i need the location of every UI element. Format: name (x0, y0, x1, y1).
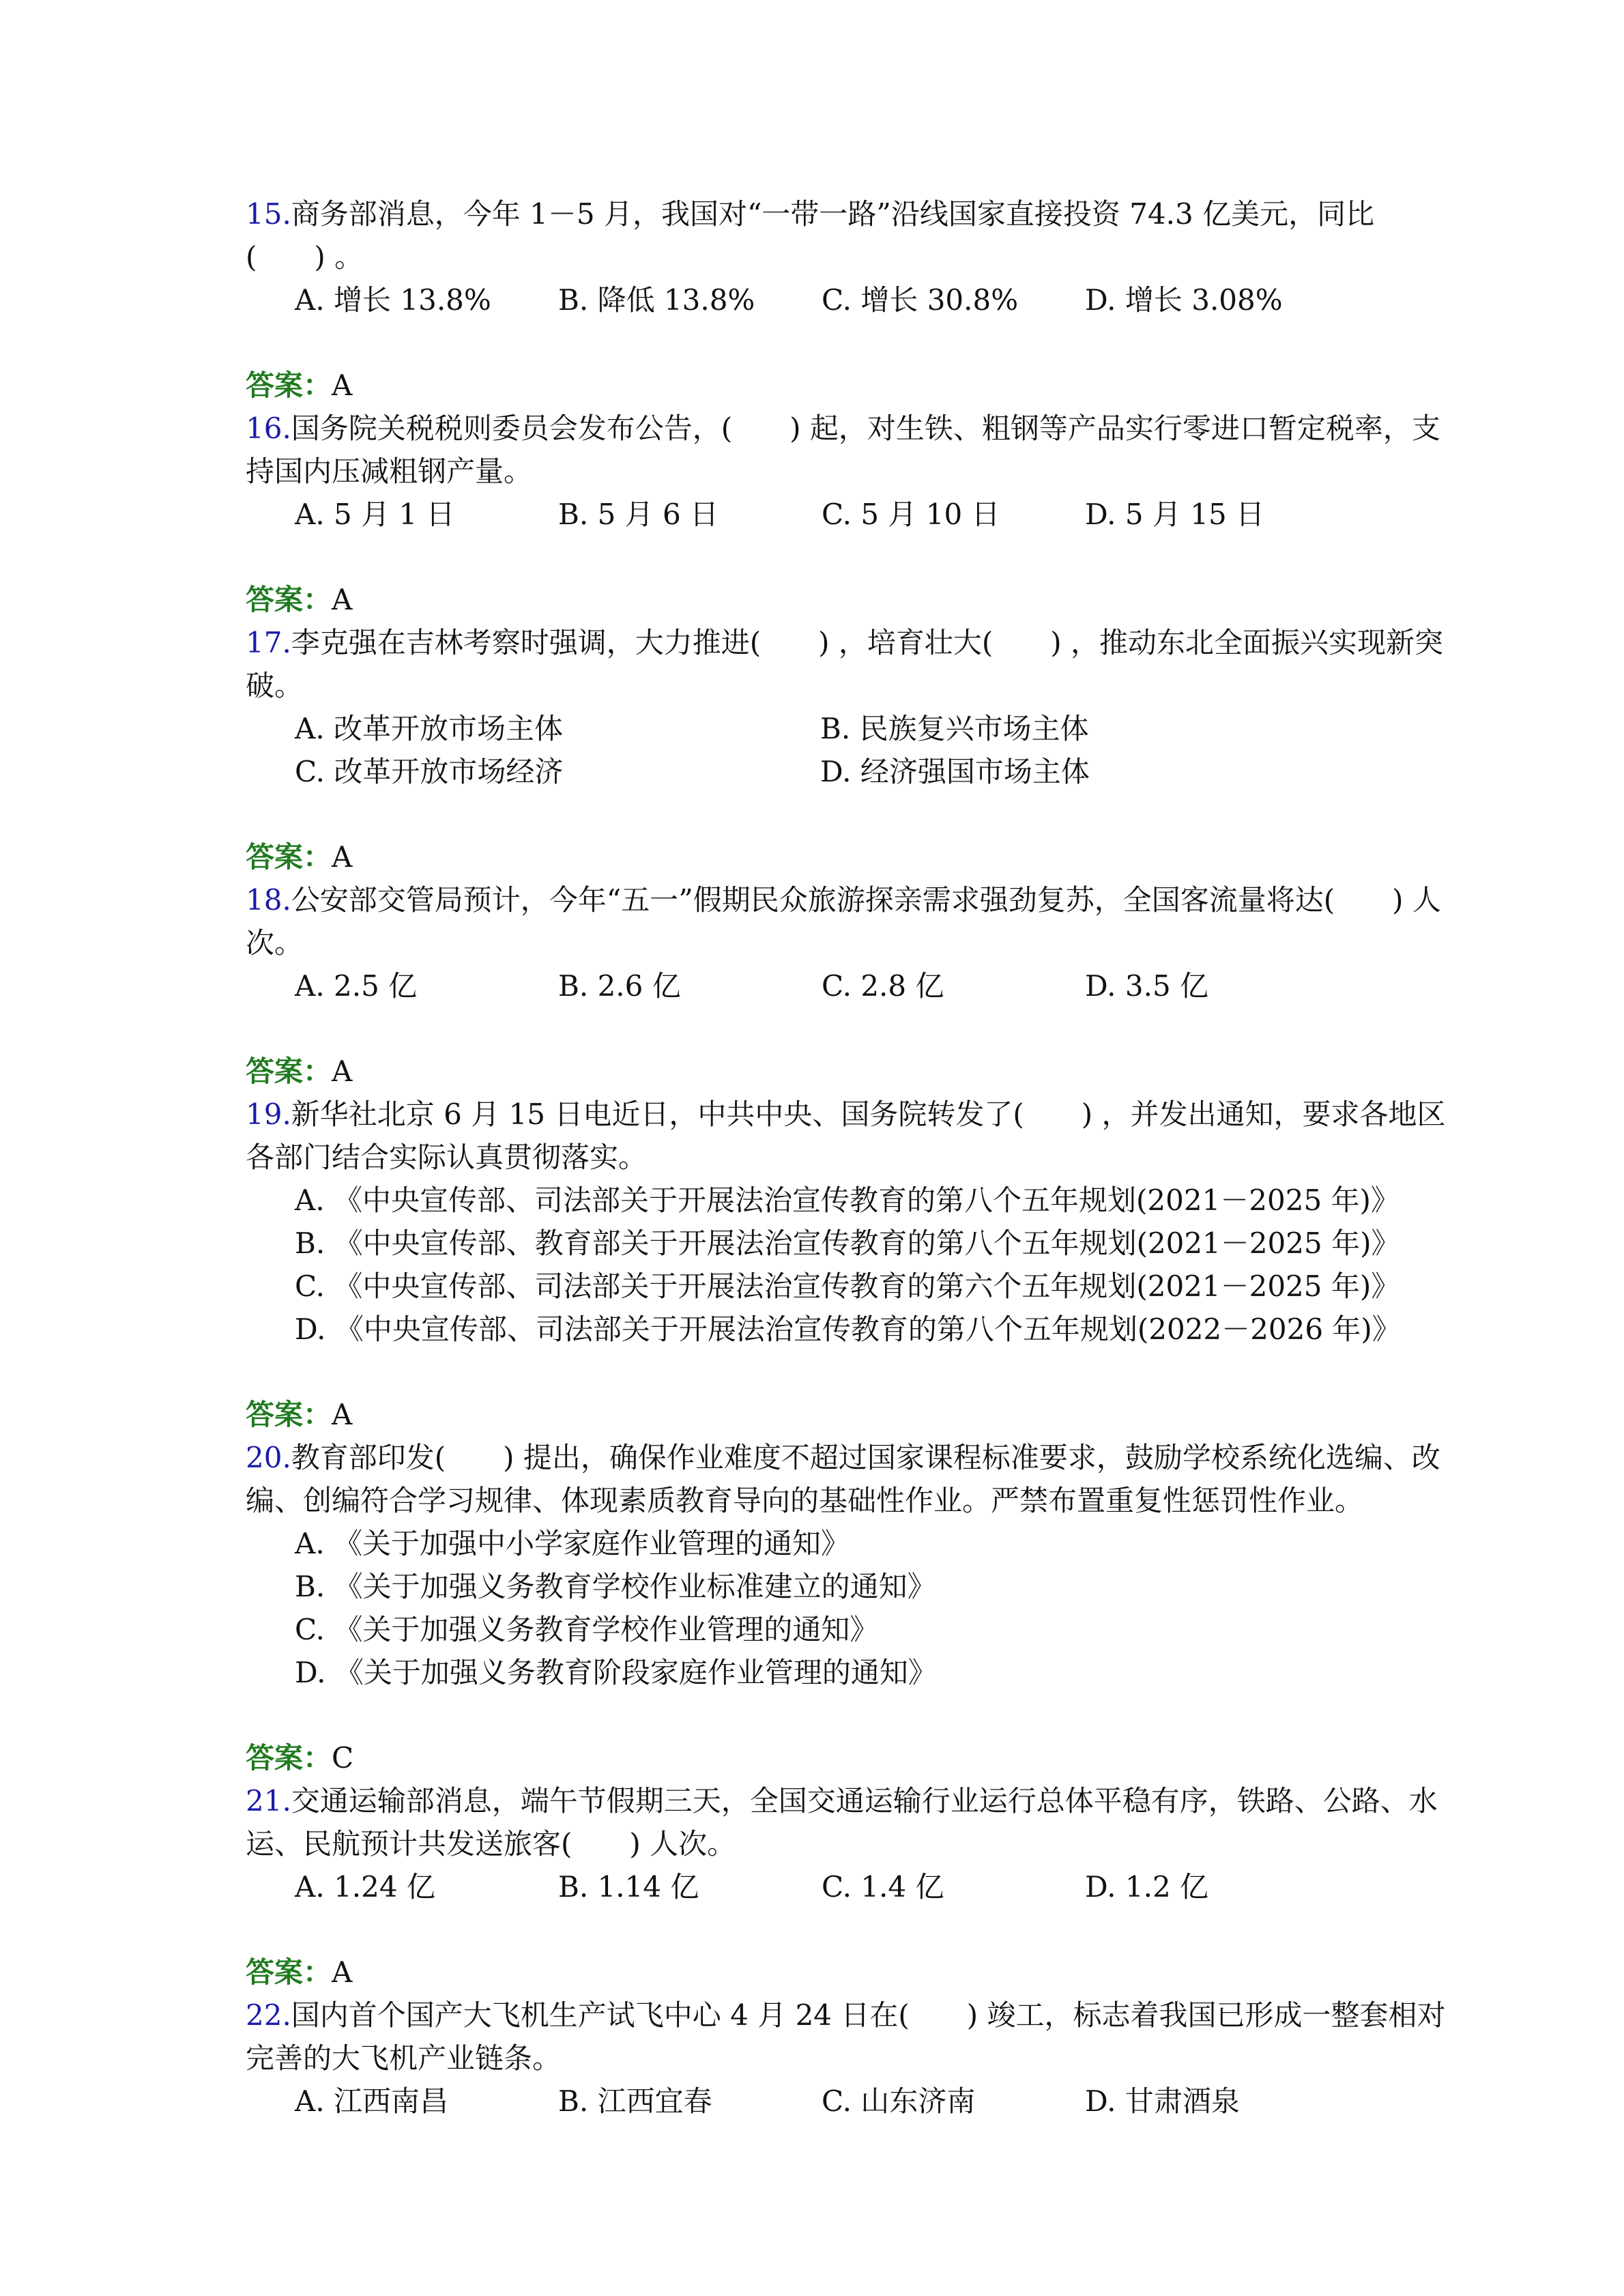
question-number: 16. (246, 412, 291, 445)
answer-value: A (332, 583, 353, 616)
question-text: 18.公安部交管局预计，今年“五一”假期民众旅游探亲需求强劲复苏，全国客流量将达( ) 人次。 (246, 883, 1441, 960)
answer-label: 答案： (246, 1741, 332, 1775)
question-19 (246, 1093, 1447, 1436)
option-d: D. 《关于加强义务教育阶段家庭作业管理的通知》 (295, 1656, 937, 1689)
option-d: D. 3.5 亿 (1085, 969, 1209, 1003)
answer-label: 答案： (246, 1054, 332, 1088)
option-a: A. 江西南昌 (295, 2084, 449, 2118)
question-18 (246, 878, 1447, 1093)
question-17 (246, 621, 1447, 878)
answer-line (246, 1736, 1447, 1779)
question-number: 21. (246, 1784, 291, 1818)
answer-label: 答案： (246, 583, 332, 616)
question-text: 19.新华社北京 6 月 15 日电近日，中共中央、国务院转发了( ) ，并发出通知，要求各地区各部门结合实际认真贯彻落实。 (246, 1097, 1446, 1174)
answer-line (246, 1951, 1447, 1994)
question-16 (246, 407, 1447, 621)
options (295, 1865, 1447, 1908)
question-list (246, 192, 1447, 2123)
option-a: A. 1.24 亿 (295, 1870, 435, 1904)
question-text: 21.交通运输部消息，端午节假期三天，全国交通运输行业运行总体平稳有序，铁路、公路、水运、民航预计共发送旅客( ) 人次。 (246, 1784, 1438, 1861)
answer-label: 答案： (246, 1955, 332, 1989)
option-a: A. 《关于加强中小学家庭作业管理的通知》 (295, 1527, 850, 1560)
question-text: 22.国内首个国产大飞机生产试飞中心 4 月 24 日在( ) 竣工，标志着我国已形成一整套相对完善的大飞机产业链条。 (246, 1998, 1446, 2075)
option-c: C. 山东济南 (822, 2084, 976, 2118)
option-c: C. 改革开放市场经济 (295, 755, 564, 788)
answer-value: A (332, 1054, 353, 1088)
answer-line (246, 1050, 1447, 1093)
answer-value: A (332, 1398, 353, 1431)
option-b: B. 《关于加强义务教育学校作业标准建立的通知》 (295, 1570, 936, 1603)
answer-value: A (332, 369, 353, 402)
question-number: 18. (246, 883, 291, 917)
option-a: A. 增长 13.8% (295, 283, 491, 317)
option-b: B. 《中央宣传部、教育部关于开展法治宣传教育的第八个五年规划(2021－2025 年)》 (295, 1226, 1400, 1260)
option-d: D. 甘肃酒泉 (1085, 2084, 1240, 2118)
option-b: B. 1.14 亿 (558, 1870, 699, 1904)
option-b: B. 2.6 亿 (558, 969, 681, 1003)
options (295, 493, 1447, 536)
option-b: B. 5 月 6 日 (558, 498, 719, 531)
option-b: B. 民族复兴市场主体 (820, 712, 1089, 745)
option-d: D. 5 月 15 日 (1085, 498, 1265, 531)
option-d: D. 《中央宣传部、司法部关于开展法治宣传教育的第八个五年规划(2022－2026 年)》 (295, 1312, 1401, 1346)
options (295, 707, 1447, 793)
answer-value: A (332, 840, 353, 874)
question-22 (246, 1994, 1447, 2123)
option-d: D. 增长 3.08% (1085, 283, 1283, 317)
question-21 (246, 1779, 1447, 1994)
question-text: 16.国务院关税税则委员会发布公告，( ) 起，对生铁、粗钢等产品实行零进口暂定税率，支持国内压减粗钢产量。 (246, 412, 1440, 488)
options (295, 1522, 1447, 1694)
option-b: B. 江西宜春 (558, 2084, 712, 2118)
answer-value: C (332, 1741, 354, 1775)
option-c: C. 《关于加强义务教育学校作业管理的通知》 (295, 1613, 879, 1646)
question-number: 19. (246, 1097, 291, 1131)
answer-label: 答案： (246, 840, 332, 874)
question-number: 20. (246, 1441, 291, 1474)
option-a: A. 2.5 亿 (295, 969, 418, 1003)
question-text: 17.李克强在吉林考察时强调，大力推进( ) ，培育壮大( ) ，推动东北全面振兴实现新突破。 (246, 626, 1444, 702)
options (295, 278, 1447, 321)
option-b: B. 降低 13.8% (558, 283, 755, 317)
question-number: 17. (246, 626, 291, 659)
answer-line (246, 364, 1447, 407)
answer-line (246, 835, 1447, 878)
options (295, 964, 1447, 1007)
option-c: C. 1.4 亿 (822, 1870, 944, 1904)
option-c: C. 5 月 10 日 (822, 498, 1000, 531)
options (295, 2080, 1447, 2123)
answer-line (246, 578, 1447, 621)
option-c: C. 2.8 亿 (822, 969, 944, 1003)
answer-label: 答案： (246, 369, 332, 402)
option-c: C. 增长 30.8% (822, 283, 1019, 317)
option-d: D. 经济强国市场主体 (820, 755, 1090, 788)
answer-line (246, 1393, 1447, 1436)
question-20 (246, 1436, 1447, 1779)
question-text: 20.教育部印发( ) 提出，确保作业难度不超过国家课程标准要求，鼓励学校系统化选编、改编、创编符合学习规律、体现素质教育导向的基础性作业。严禁布置重复性惩罚性作业。 (246, 1441, 1440, 1517)
question-15 (246, 192, 1447, 407)
option-d: D. 1.2 亿 (1085, 1870, 1209, 1904)
option-a: A. 改革开放市场主体 (295, 712, 564, 745)
answer-label: 答案： (246, 1398, 332, 1431)
question-text: 15.商务部消息，今年 1－5 月，我国对“一带一路”沿线国家直接投资 74.3 亿美元，同比( ) 。 (246, 197, 1375, 274)
question-number: 22. (246, 1998, 291, 2032)
options (295, 1179, 1447, 1351)
option-a: A. 5 月 1 日 (295, 498, 455, 531)
option-c: C. 《中央宣传部、司法部关于开展法治宣传教育的第六个五年规划(2021－2025 年)》 (295, 1269, 1400, 1303)
question-number: 15. (246, 197, 291, 231)
answer-value: A (332, 1955, 353, 1989)
option-a: A. 《中央宣传部、司法部关于开展法治宣传教育的第八个五年规划(2021－2025 年)》 (295, 1183, 1400, 1217)
